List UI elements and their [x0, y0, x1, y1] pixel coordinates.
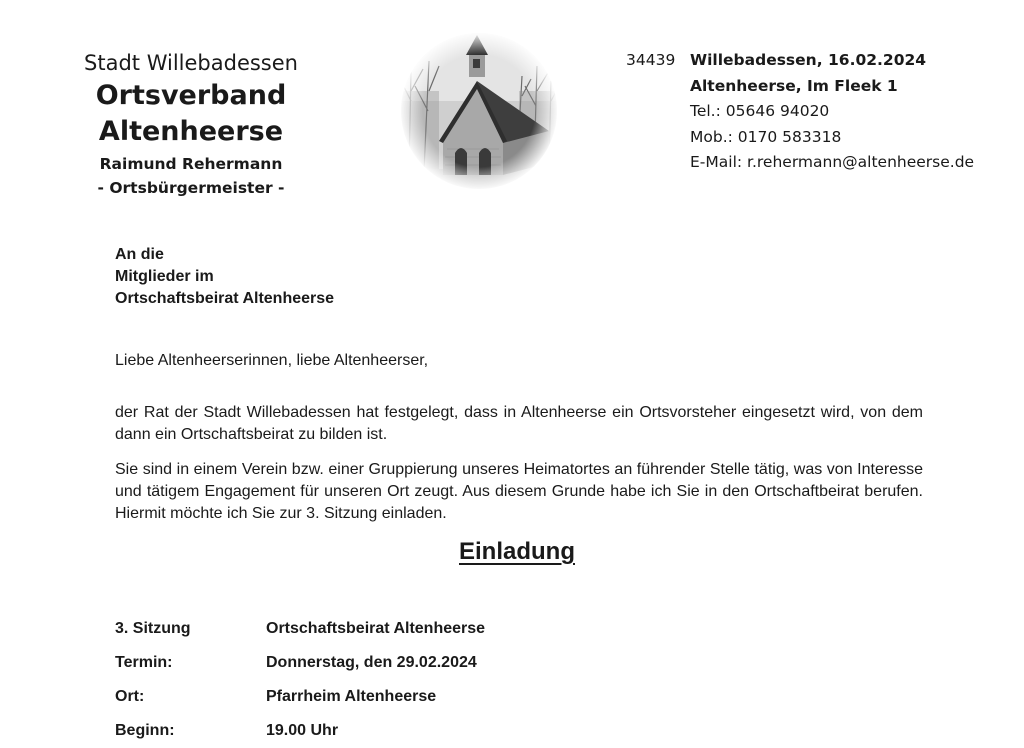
- recipient-block: [115, 244, 923, 310]
- sender-role: - Ortsbürgermeister -: [97, 179, 285, 197]
- detail-label: 3. Sitzung: [115, 620, 191, 637]
- organization-name: Ortsverband Altenheerse: [95, 80, 287, 147]
- postal-code: 34439: [626, 51, 676, 69]
- recipient-line: Mitglieder im: [115, 268, 214, 285]
- place-and-date: Willebadessen, 16.02.2024: [690, 51, 927, 69]
- body-paragraph: Sie sind in einem Verein bzw. einer Gruppierung unseres Heimatortes an führender Stelle tätig, was von Interesse und tätigem Engagement für unseren Ort zeugt. Aus diesem Grunde habe ich Sie in den Ortschaftbeirat berufen. Hiermit möchte ich Sie zur 3. Sitzung einladen.: [115, 461, 923, 522]
- detail-value: Donnerstag, den 29.02.2024: [266, 654, 477, 671]
- detail-value: 19.00 Uhr: [266, 722, 339, 739]
- detail-row: [115, 714, 485, 748]
- recipient-line: An die: [115, 246, 164, 263]
- detail-value: Pfarrheim Altenheerse: [266, 688, 437, 705]
- invitation-title: Einladung: [459, 538, 575, 565]
- detail-row: [115, 646, 485, 680]
- detail-row: [115, 612, 485, 646]
- sender-name: Raimund Rehermann: [99, 155, 283, 173]
- meeting-details: [115, 612, 485, 748]
- detail-row: [115, 680, 485, 714]
- chapel-image: [399, 31, 559, 191]
- detail-label: Termin:: [115, 654, 173, 671]
- body-paragraph: der Rat der Stadt Willebadessen hat festgelegt, dass in Altenheerse ein Ortsvorsteher eingesetzt wird, von dem dann ein Ortschaftsbeirat zu bilden ist.: [115, 404, 923, 443]
- detail-value: Ortschaftsbeirat Altenheerse: [266, 620, 486, 637]
- mobile-number: Mob.: 0170 583318: [690, 127, 842, 146]
- detail-label: Ort:: [115, 688, 145, 705]
- salutation: Liebe Altenheerserinnen, liebe Altenheerser,: [115, 352, 429, 369]
- phone-number: Tel.: 05646 94020: [690, 102, 830, 120]
- street-address: Altenheerse, Im Fleek 1: [690, 76, 898, 95]
- recipient-line: Ortschaftsbeirat Altenheerse: [115, 290, 335, 307]
- letterhead: [0, 48, 382, 200]
- sender-contact: [626, 48, 1016, 176]
- detail-label: Beginn:: [115, 722, 175, 739]
- city-name: Stadt Willebadessen: [84, 51, 298, 75]
- email-address: E-Mail: r.rehermann@altenheerse.de: [690, 153, 975, 171]
